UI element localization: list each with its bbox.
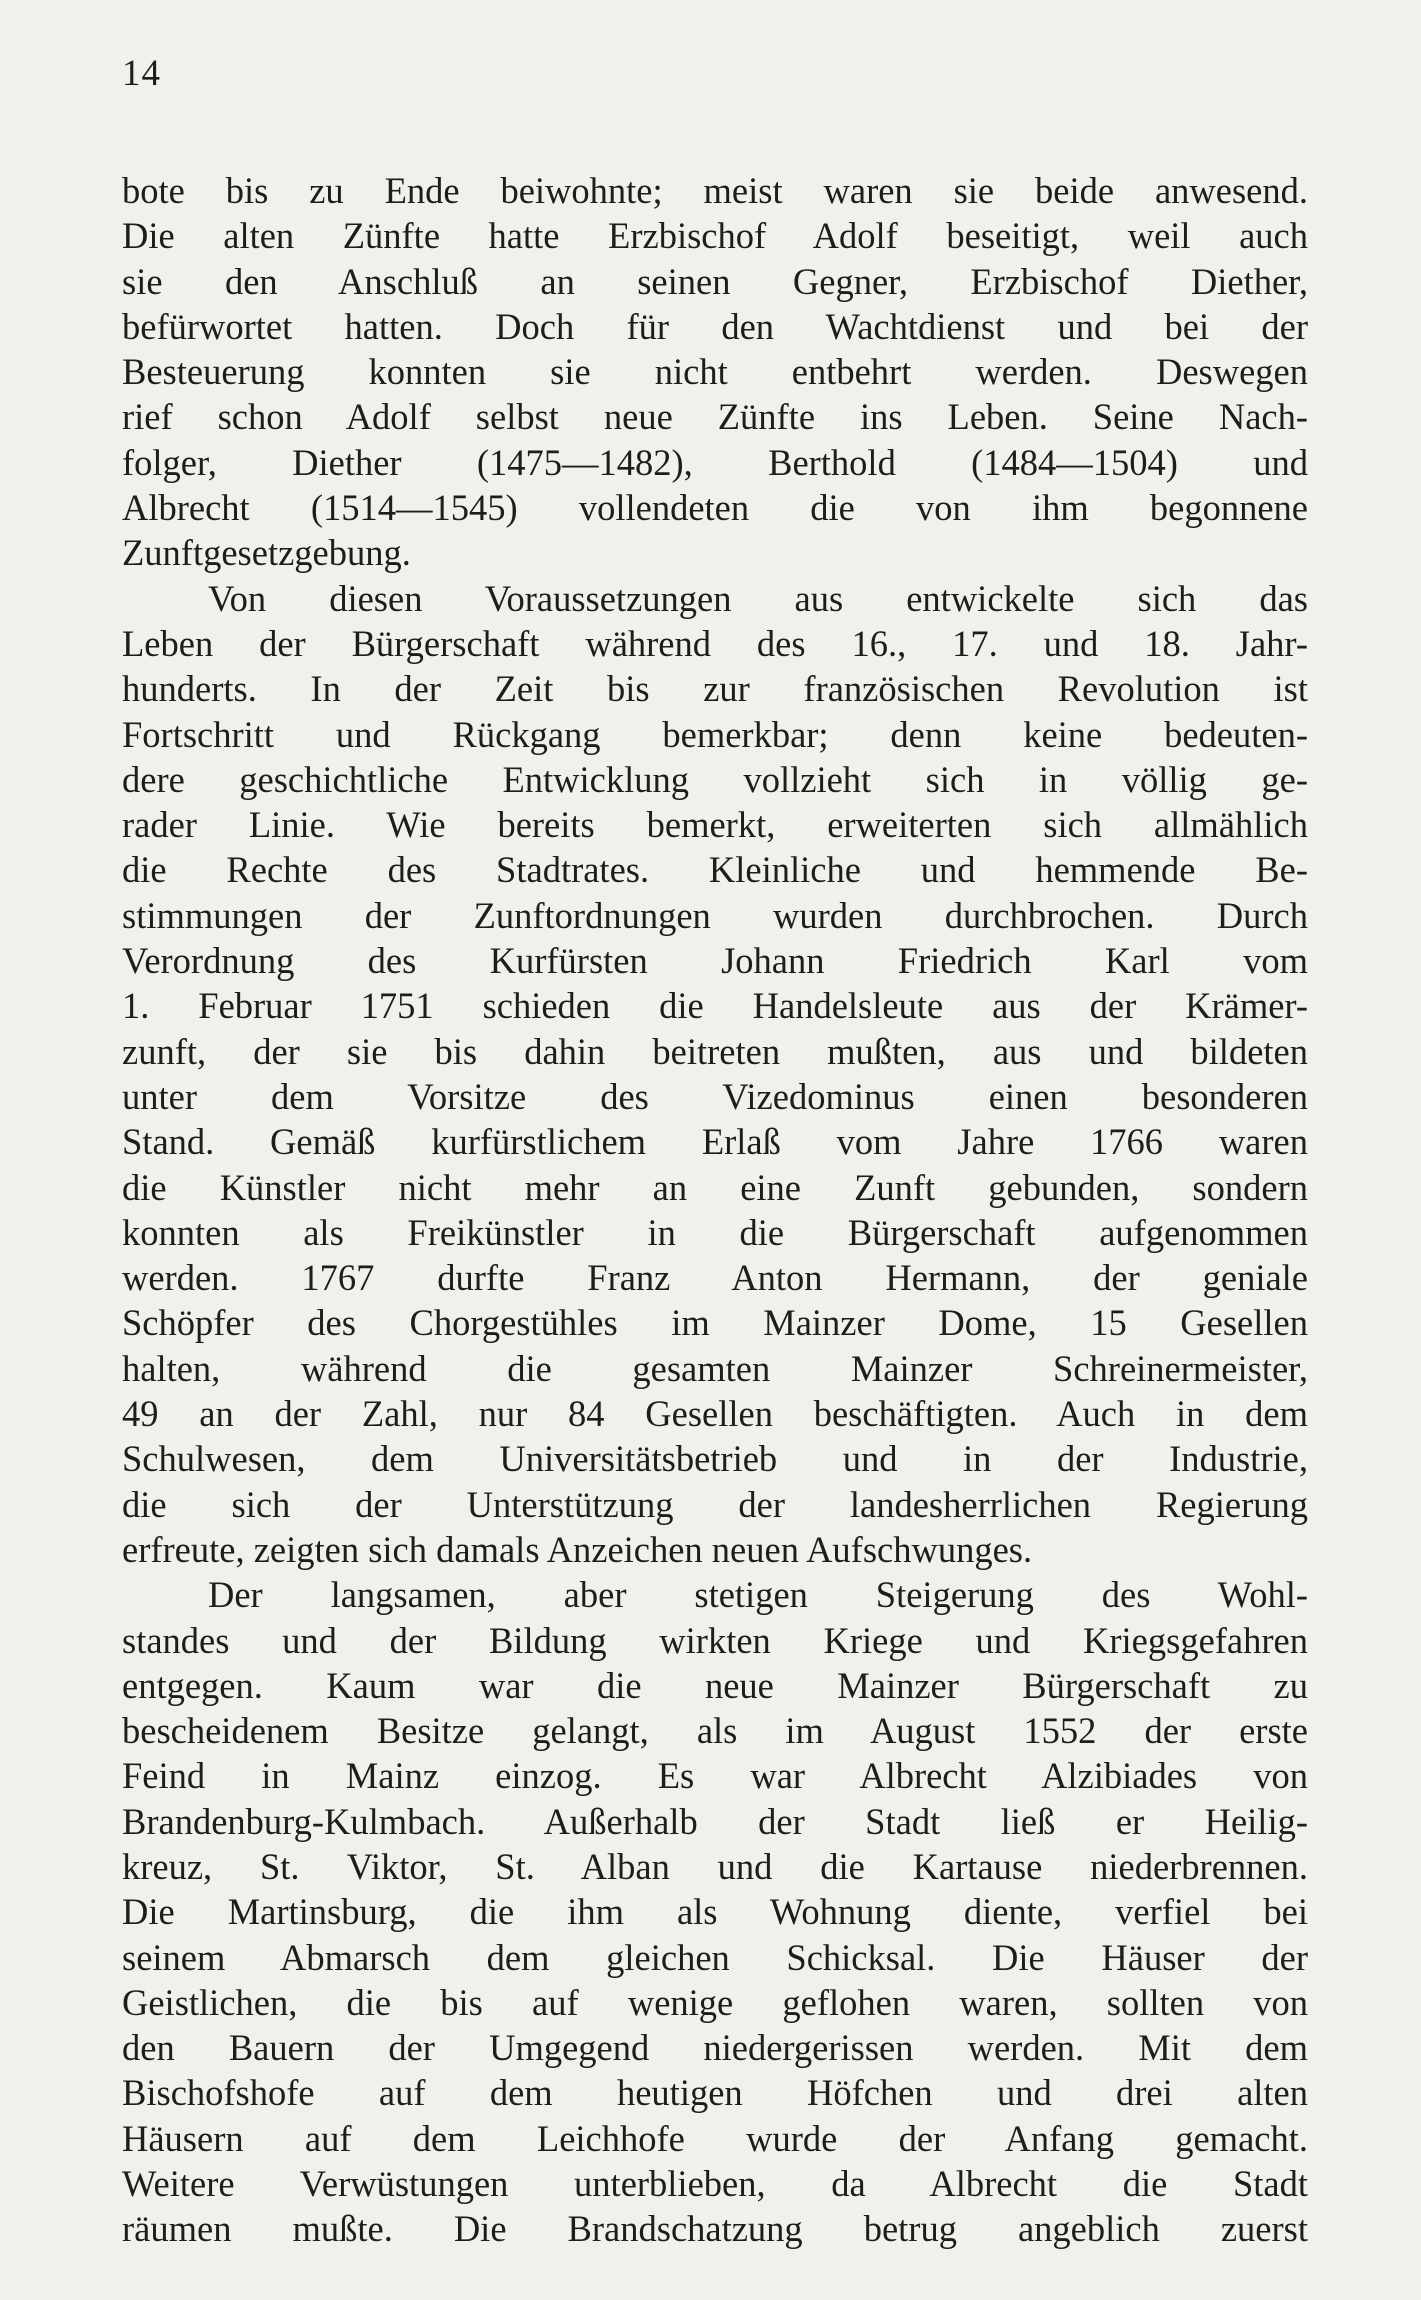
text-line: rader Linie. Wie bereits bemerkt, erweiterten sich allmählich	[122, 804, 1308, 846]
text-line: Geistlichen, die bis auf wenige geflohen waren, sollten von	[122, 1981, 1308, 2023]
text-line: Schulwesen, dem Universitätsbetrieb und in der Industrie,	[122, 1438, 1308, 1480]
page-number: 14	[122, 53, 161, 94]
text-line: Schöpfer des Chorgestühles im Mainzer Dome, 15 Gesellen	[122, 1302, 1308, 1344]
text-line: 49 an der Zahl, nur 84 Gesellen beschäftigten. Auch in dem	[122, 1393, 1308, 1435]
text-line: konnten als Freikünstler in die Bürgerschaft aufgenommen	[122, 1211, 1308, 1253]
text-line: folger, Diether (1475—1482), Berthold (1484—1504) und	[122, 441, 1308, 483]
text-line: Leben der Bürgerschaft während des 16., 17. und 18. Jahr-	[122, 622, 1308, 664]
text-line: erfreute, zeigten sich damals Anzeichen neuen Aufschwunges.	[122, 1528, 1033, 1570]
text-line: Von diesen Voraussetzungen aus entwickelte sich das	[208, 577, 1308, 619]
text-line: Weitere Verwüstungen unterblieben, da Albrecht die Stadt	[122, 2163, 1308, 2205]
text-line: zunft, der sie bis dahin beitreten mußten, aus und bildeten	[122, 1030, 1308, 1072]
text-line: werden. 1767 durfte Franz Anton Hermann, der geniale	[122, 1257, 1308, 1299]
text-line: bescheidenem Besitze gelangt, als im August 1552 der erste	[122, 1710, 1308, 1752]
text-line: Albrecht (1514—1545) vollendeten die von ihm begonnene	[122, 487, 1308, 529]
text-line: Fortschritt und Rückgang bemerkbar; denn keine bedeuten-	[122, 713, 1308, 755]
text-line: die sich der Unterstützung der landesherrlichen Regierung	[122, 1483, 1308, 1525]
text-line: unter dem Vorsitze des Vizedominus einen besonderen	[122, 1075, 1308, 1117]
text-line: Brandenburg-Kulmbach. Außerhalb der Stadt ließ er Heilig-	[122, 1800, 1308, 1842]
text-line: befürwortet hatten. Doch für den Wachtdienst und bei der	[122, 305, 1308, 347]
text-line: standes und der Bildung wirkten Kriege und Kriegsgefahren	[122, 1619, 1308, 1661]
body-text	[122, 168, 1308, 2252]
text-line: 1. Februar 1751 schieden die Handelsleute aus der Krämer-	[122, 985, 1308, 1027]
text-line: kreuz, St. Viktor, St. Alban und die Kartause niederbrennen.	[122, 1845, 1308, 1887]
text-line: Der langsamen, aber stetigen Steigerung des Wohl-	[208, 1574, 1308, 1616]
text-line: stimmungen der Zunftordnungen wurden durchbrochen. Durch	[122, 894, 1308, 936]
text-line: die Rechte des Stadtrates. Kleinliche und hemmende Be-	[122, 849, 1308, 891]
text-line: Feind in Mainz einzog. Es war Albrecht Alzibiades von	[122, 1755, 1308, 1797]
text-line: rief schon Adolf selbst neue Zünfte ins Leben. Seine Nach-	[122, 396, 1308, 438]
text-line: bote bis zu Ende beiwohnte; meist waren sie beide anwesend.	[122, 170, 1308, 211]
text-line: Stand. Gemäß kurfürstlichem Erlaß vom Jahre 1766 waren	[122, 1121, 1308, 1163]
text-line: dere geschichtliche Entwicklung vollzieht sich in völlig ge-	[122, 758, 1308, 800]
text-line: räumen mußte. Die Brandschatzung betrug angeblich zuerst	[122, 2208, 1308, 2250]
text-line: halten, während die gesamten Mainzer Schreinermeister,	[122, 1347, 1308, 1389]
text-line: Zunftgesetzgebung.	[122, 532, 411, 574]
text-line: Bischofshofe auf dem heutigen Höfchen und drei alten	[122, 2072, 1308, 2114]
text-line: den Bauern der Umgegend niedergerissen werden. Mit dem	[122, 2027, 1308, 2069]
text-line: seinem Abmarsch dem gleichen Schicksal. Die Häuser der	[122, 1936, 1308, 1978]
text-line: Besteuerung konnten sie nicht entbehrt werden. Deswegen	[122, 351, 1308, 393]
text-line: die Künstler nicht mehr an eine Zunft gebunden, sondern	[122, 1166, 1308, 1208]
text-line: Die Martinsburg, die ihm als Wohnung diente, verfiel bei	[122, 1891, 1308, 1933]
text-line: Verordnung des Kurfürsten Johann Friedrich Karl vom	[122, 940, 1308, 982]
text-line: entgegen. Kaum war die neue Mainzer Bürgerschaft zu	[122, 1664, 1308, 1706]
text-line: Häusern auf dem Leichhofe wurde der Anfang gemacht.	[122, 2117, 1308, 2159]
text-line: hunderts. In der Zeit bis zur französischen Revolution ist	[122, 668, 1308, 710]
text-line: sie den Anschluß an seinen Gegner, Erzbischof Diether,	[122, 260, 1308, 302]
text-line: Die alten Zünfte hatte Erzbischof Adolf beseitigt, weil auch	[122, 215, 1308, 257]
